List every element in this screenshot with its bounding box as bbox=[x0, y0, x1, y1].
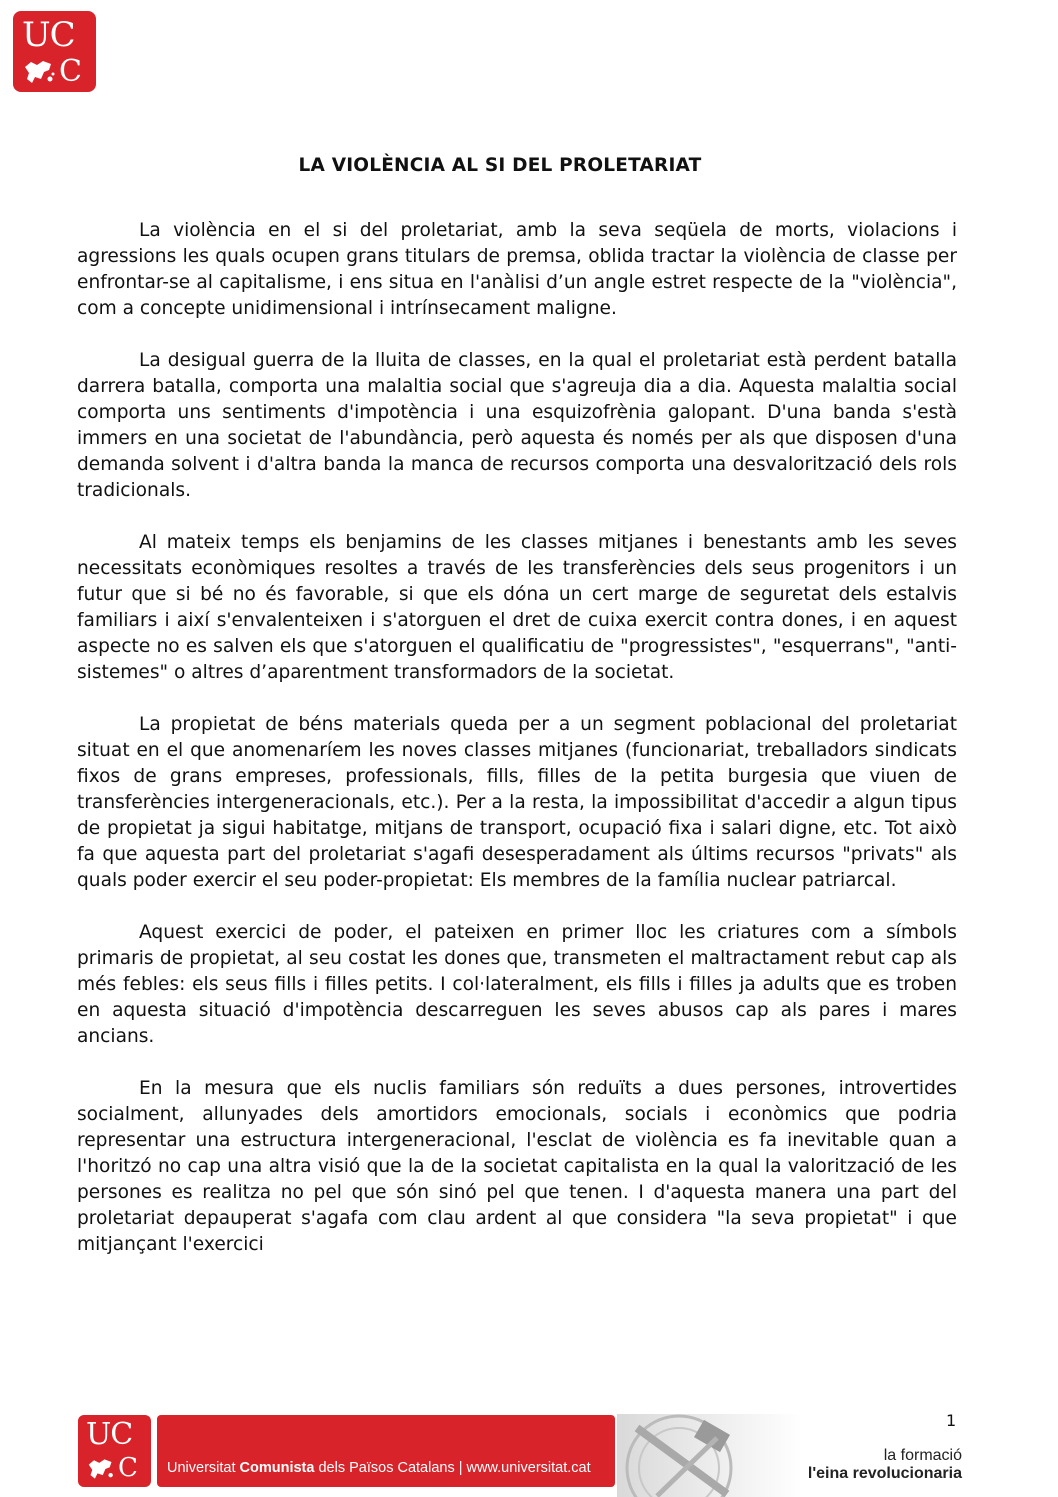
document-title: LA VIOLÈNCIA AL SI DEL PROLETARIAT bbox=[298, 155, 702, 177]
footer-org-name bbox=[167, 1460, 591, 1476]
footer-ucpc-logo bbox=[78, 1415, 151, 1487]
paragraph-3: Al mateix temps els benjamins de les classes mitjanes i benestants amb les seves necessitats econòmiques resoltes a través de les transferències dels seus progenitors i un futur que si bé no és favorable, si que els dóna un cert marge de seguretat dels estalvis familiars i així s'envalenteixen i s'atorguen el dret de cuixa exercit contra dones, i en aquest aspecte no es salven els que s'atorguen el qualificatiu de "progressistes", "esquerrans", "anti-sistemes" o altres d’aparentment transformadors de la societat. bbox=[77, 532, 957, 683]
paragraph-1: La violència en el si del proletariat, amb la seva seqüela de morts, violacions i agressions les quals ocupen grans titulars de premsa, oblida tractar la violència de classe per enfrontar-se al capitalisme, i ens situa en l'anàlisi d’un angle estret respecte de la "violència", com a concepte unidimensional i intrínsecament maligne. bbox=[77, 220, 957, 319]
org-suffix: dels Països Catalans | www.universitat.cat bbox=[314, 1460, 591, 1476]
org-prefix: Universitat bbox=[167, 1460, 240, 1476]
footer-logo-letters-uc: UC bbox=[86, 1417, 133, 1452]
logo-letters-uc: UC bbox=[22, 15, 75, 55]
footer-logo-letter-c: C bbox=[118, 1453, 138, 1483]
paragraph-4: La propietat de béns materials queda per a un segment poblacional del proletariat situat en el que anomenaríem les noves classes mitjanes (funcionariat, treballadors sindicats fixos de grans empreses, professionals, fills, filles de la petita burgesia que viuen de transferències intergeneracionals, etc.). Per a la resta, la impossibilitat d'accedir a algun tipus de propietat ja sigui habitatge, mitjans de transport, ocupació fixa i salari digne, etc. Tot això fa que aquesta part del proletariat s'agafi desesperadament als últims recursos "privats" als quals poder exercir el seu poder-propietat: Els membres de la família nuclear patriarcal. bbox=[77, 714, 957, 891]
catalan-countries-map-icon bbox=[23, 59, 55, 85]
footer-slogan bbox=[800, 1447, 962, 1483]
slogan-line-1: la formació bbox=[883, 1447, 962, 1464]
paragraph-2: La desigual guerra de la lluita de classes, en la qual el proletariat està perdent batalla darrera batalla, comporta una malaltia social que s'agreuja dia a dia. Aquesta malaltia social comporta uns sentiments d'impotència i una esquizofrènia galopant. D'una banda s'està immers en una societat de l'abundància, però aquesta és només per als que disposen d'una demanda solvent i d'altra banda la manca de recursos comporta una desvalorització dels rols tradicionals. bbox=[77, 350, 957, 501]
org-bold: Comunista bbox=[239, 1460, 315, 1476]
paragraph-6: En la mesura que els nuclis familiars són reduïts a dues persones, introvertides socialment, allunyades dels amortidors emocionals, socials i econòmics que podria representar una estructura intergeneracional, l'esclat de violència es fa inevitable quan a l'horitzó no cap una altra visió que la de la societat capitalista en la qual la valorització de les persones es realitza no pel que són sinó pel que tenen. I d'aquesta manera una part del proletariat depauperat s'agafa com clau ardent al que considera "la seva propietat" i que mitjançant l'exercici bbox=[77, 1078, 957, 1255]
hammer-compass-emblem-icon bbox=[617, 1408, 802, 1497]
paragraph-5: Aquest exercici de poder, el pateixen en primer lloc les criatures com a símbols primaris de propietat, al seu costat les dones que, transmeten el maltractament rebut cap als més febles: els seus fills i filles petits. I col·lateralment, els fills i filles ja adults que es troben en aquesta situació d'impotència descarreguen les seves abusos cap als pares i mares ancians. bbox=[77, 922, 957, 1047]
slogan-line-2: l'eina revolucionaria bbox=[807, 1465, 962, 1482]
page-number: 1 bbox=[946, 1411, 957, 1430]
footer-banner bbox=[157, 1415, 615, 1487]
ucpc-logo bbox=[13, 11, 96, 92]
footer-map-icon bbox=[87, 1457, 115, 1481]
logo-letter-c: C bbox=[59, 54, 82, 89]
document-body bbox=[77, 218, 957, 1258]
